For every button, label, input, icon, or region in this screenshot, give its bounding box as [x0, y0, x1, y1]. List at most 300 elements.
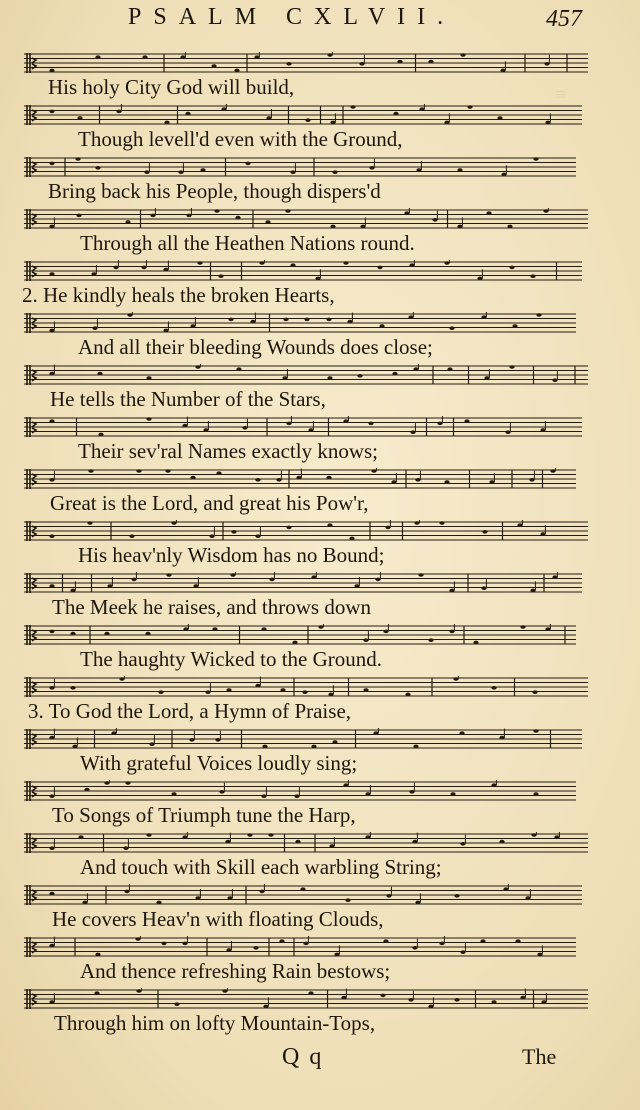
music-system	[0, 932, 640, 984]
note-head	[161, 942, 166, 946]
note-head	[449, 589, 454, 593]
staff-lines	[24, 728, 588, 750]
note-head	[413, 367, 418, 371]
note-head	[49, 1000, 54, 1004]
note-head	[447, 367, 452, 371]
note-head	[419, 107, 424, 111]
note-head	[75, 157, 80, 161]
note-head	[460, 842, 465, 846]
note-head	[49, 162, 54, 166]
note-head	[439, 521, 444, 525]
lyric-line: To Songs of Triumph tune the Harp,	[52, 803, 356, 827]
music-staff	[24, 156, 588, 178]
note-head	[283, 318, 288, 322]
note-head	[343, 783, 348, 787]
note-head	[236, 367, 241, 371]
note-head	[359, 62, 364, 66]
note-head	[410, 430, 415, 434]
note-head	[397, 60, 402, 64]
note-head	[290, 263, 295, 267]
music-staff	[24, 988, 588, 1010]
note-head	[193, 584, 198, 588]
note-head	[408, 315, 413, 319]
staff-lines	[24, 624, 588, 646]
note-head	[357, 374, 362, 378]
note-head	[95, 55, 100, 59]
note-head	[484, 376, 489, 380]
note-head	[226, 948, 231, 952]
catchword: The	[522, 1044, 557, 1069]
note-head	[415, 478, 420, 482]
note-head	[250, 320, 255, 324]
note-head	[286, 526, 291, 530]
music-system	[0, 724, 640, 776]
note-head	[540, 532, 545, 536]
page-footer	[0, 1040, 640, 1080]
note-head	[190, 324, 195, 328]
staff-lines	[24, 832, 588, 854]
note-head	[363, 688, 368, 692]
note-head	[111, 731, 116, 735]
staff-lines	[24, 156, 588, 178]
note-head	[515, 939, 520, 943]
note-head	[49, 736, 54, 740]
note-head	[444, 121, 449, 125]
note-head	[545, 627, 550, 631]
note-head	[123, 846, 128, 850]
note-head	[308, 428, 313, 432]
note-head	[473, 641, 478, 645]
note-head	[49, 110, 54, 114]
note-head	[330, 121, 335, 125]
note-head	[254, 55, 259, 59]
note-head	[286, 422, 291, 426]
note-head	[315, 277, 320, 281]
note-head	[49, 329, 54, 333]
note-head	[418, 573, 423, 577]
note-head	[520, 996, 525, 1000]
note-head	[459, 731, 464, 735]
note-head	[383, 939, 388, 943]
note-head	[379, 324, 384, 328]
note-head	[189, 738, 194, 742]
note-head	[544, 62, 549, 66]
note-head	[203, 428, 208, 432]
music-system	[0, 152, 640, 204]
note-head	[505, 430, 510, 434]
lyric-line: The Meek he raises, and throws down	[52, 595, 371, 619]
music-staff	[24, 416, 588, 438]
note-head	[330, 225, 335, 229]
note-head	[444, 480, 449, 484]
note-head	[200, 168, 205, 172]
note-head	[49, 225, 54, 229]
note-head	[142, 55, 147, 59]
note-head	[209, 534, 214, 538]
note-head	[72, 745, 77, 749]
note-head	[371, 469, 376, 473]
music-staff	[24, 884, 588, 906]
note-head	[158, 690, 163, 694]
lyric-line: And all their bleeding Wounds does close;	[78, 335, 433, 359]
music-staff	[24, 936, 588, 958]
note-head	[532, 690, 537, 694]
note-head	[412, 840, 417, 844]
running-title: PSALM CXLVII.	[128, 4, 456, 30]
note-head	[156, 901, 161, 905]
note-head	[185, 112, 190, 116]
note-head	[295, 840, 300, 844]
note-head	[350, 105, 355, 109]
note-head	[533, 729, 538, 733]
note-head	[428, 60, 433, 64]
note-head	[262, 745, 267, 749]
note-head	[145, 632, 150, 636]
note-head	[491, 1000, 496, 1004]
note-head	[303, 942, 308, 946]
note-head	[261, 627, 266, 631]
note-head	[334, 953, 339, 957]
music-system	[0, 984, 640, 1036]
note-head	[304, 318, 309, 322]
note-head	[197, 261, 202, 265]
note-head	[454, 894, 459, 898]
lyric-line: His holy City God will build,	[48, 75, 295, 99]
note-head	[460, 950, 465, 954]
note-head	[363, 638, 368, 642]
note-head	[107, 584, 112, 588]
music-score	[0, 48, 640, 1036]
staff-lines	[24, 416, 588, 438]
note-head	[171, 521, 176, 525]
note-head	[449, 326, 454, 330]
note-head	[552, 575, 557, 579]
note-head	[165, 469, 170, 473]
note-head	[412, 946, 417, 950]
lyric-line: 2. He kindly heals the broken Hearts,	[22, 283, 335, 307]
staff-lines	[24, 780, 588, 802]
staff-lines	[24, 676, 588, 698]
note-head	[84, 788, 89, 792]
note-head	[432, 218, 437, 222]
note-head	[49, 372, 54, 376]
music-staff	[24, 52, 588, 74]
note-head	[98, 433, 103, 437]
note-head	[377, 266, 382, 270]
note-head	[228, 318, 233, 322]
lyric-line: He covers Heav'n with floating Clouds,	[52, 907, 384, 931]
note-head	[182, 835, 187, 839]
note-head	[503, 887, 508, 891]
note-head	[365, 792, 370, 796]
note-head	[230, 573, 235, 577]
music-system	[0, 308, 640, 360]
note-head	[530, 589, 535, 593]
note-head	[311, 575, 316, 579]
note-head	[302, 690, 307, 694]
note-head	[360, 225, 365, 229]
note-head	[343, 419, 348, 423]
note-head	[49, 794, 54, 798]
note-head	[245, 162, 250, 166]
note-head	[326, 476, 331, 480]
note-head	[279, 939, 284, 943]
staff-lines	[24, 364, 588, 386]
note-head	[95, 166, 100, 170]
note-head	[49, 534, 54, 538]
note-head	[343, 261, 348, 265]
note-head	[180, 55, 185, 59]
note-head	[49, 686, 54, 690]
note-head	[531, 833, 536, 837]
note-head	[328, 693, 333, 697]
note-head	[163, 268, 168, 272]
note-head	[292, 641, 297, 645]
note-head	[416, 168, 421, 172]
note-head	[464, 419, 469, 423]
note-head	[141, 266, 146, 270]
note-head	[231, 530, 236, 534]
note-head	[125, 220, 130, 224]
note-head	[255, 684, 260, 688]
note-head	[491, 783, 496, 787]
staff-lines	[24, 884, 588, 906]
note-head	[235, 216, 240, 220]
note-head	[149, 742, 154, 746]
staff-lines	[24, 312, 588, 334]
note-head	[146, 417, 151, 421]
note-head	[550, 469, 555, 473]
note-head	[533, 792, 538, 796]
note-head	[305, 118, 310, 122]
note-head	[225, 840, 230, 844]
note-head	[345, 898, 350, 902]
music-system	[0, 828, 640, 880]
note-head	[520, 625, 525, 629]
note-head	[477, 277, 482, 281]
note-head	[391, 480, 396, 484]
note-head	[439, 942, 444, 946]
note-head	[512, 324, 517, 328]
note-head	[280, 688, 285, 692]
note-head	[341, 996, 346, 1000]
note-head	[409, 263, 414, 267]
note-head	[131, 578, 136, 582]
note-head	[294, 794, 299, 798]
note-head	[481, 315, 486, 319]
note-head	[183, 627, 188, 631]
note-head	[259, 261, 264, 265]
note-head	[517, 523, 522, 527]
note-head	[129, 534, 134, 538]
note-head	[408, 998, 413, 1002]
note-head	[285, 209, 290, 213]
note-head	[70, 589, 75, 593]
music-system	[0, 464, 640, 516]
note-head	[259, 890, 264, 894]
lyric-line: Through him on lofty Mountain-Tops,	[54, 1011, 376, 1035]
music-system	[0, 360, 640, 412]
note-head	[428, 638, 433, 642]
note-head	[326, 318, 331, 322]
note-head	[87, 521, 92, 525]
note-head	[368, 422, 373, 426]
note-head	[545, 121, 550, 125]
staff-lines	[24, 936, 588, 958]
note-head	[365, 835, 370, 839]
note-head	[509, 365, 514, 369]
note-head	[70, 632, 75, 636]
note-head	[286, 62, 291, 66]
staff-lines	[24, 520, 588, 542]
note-head	[247, 833, 252, 837]
note-head	[269, 578, 274, 582]
note-head	[178, 170, 183, 174]
music-system	[0, 204, 640, 256]
lyric-line: And touch with Skill each warbling String;	[80, 855, 442, 879]
note-head	[489, 480, 494, 484]
page-number: 457	[546, 6, 582, 32]
music-staff	[24, 468, 588, 490]
lyric-line: Bring back his People, though dispers'd	[48, 179, 381, 203]
note-head	[499, 840, 504, 844]
music-system	[0, 412, 640, 464]
note-head	[261, 794, 266, 798]
page-header	[0, 2, 640, 40]
music-staff	[24, 572, 588, 594]
note-head	[540, 428, 545, 432]
note-head	[124, 890, 129, 894]
note-head	[92, 326, 97, 330]
note-head	[509, 266, 514, 270]
note-head	[501, 173, 506, 177]
note-head	[135, 937, 140, 941]
note-head	[216, 471, 221, 475]
note-head	[190, 476, 195, 480]
staff-lines	[24, 260, 588, 282]
staff-lines	[24, 104, 588, 126]
note-head	[380, 994, 385, 998]
note-head	[300, 887, 305, 891]
note-head	[146, 376, 151, 380]
note-head	[500, 69, 505, 73]
music-staff	[24, 624, 588, 646]
note-head	[49, 584, 54, 588]
note-head	[349, 537, 354, 541]
note-head	[383, 630, 388, 634]
music-staff	[24, 364, 588, 386]
note-head	[415, 901, 420, 905]
note-head	[276, 478, 281, 482]
note-head	[290, 170, 295, 174]
note-head	[481, 586, 486, 590]
music-system	[0, 48, 640, 100]
note-head	[227, 896, 232, 900]
note-head	[49, 419, 54, 423]
note-head	[537, 953, 542, 957]
note-head	[437, 422, 442, 426]
note-head	[375, 578, 380, 582]
note-head	[449, 630, 454, 634]
note-head	[428, 1005, 433, 1009]
note-head	[507, 225, 512, 229]
note-head	[318, 625, 323, 629]
note-head	[332, 170, 337, 174]
note-head	[95, 953, 100, 957]
note-head	[385, 526, 390, 530]
music-system	[0, 776, 640, 828]
note-head	[552, 378, 557, 382]
note-head	[186, 214, 191, 218]
note-head	[444, 261, 449, 265]
note-head	[163, 329, 168, 333]
note-head	[127, 313, 132, 317]
note-head	[536, 313, 541, 317]
note-head	[347, 320, 352, 324]
note-head	[486, 211, 491, 215]
lyric-line: Though levell'd even with the Ground,	[78, 127, 403, 151]
lyric-line: The haughty Wicked to the Ground.	[80, 647, 383, 671]
staff-lines	[24, 468, 588, 490]
lyric-line: And thence refreshing Rain bestows;	[80, 959, 391, 983]
note-head	[113, 266, 118, 270]
note-head	[104, 781, 109, 785]
lyric-line: Their sev'ral Names exactly knows;	[78, 439, 379, 463]
lyric-line: His heav'nly Wisdom has no Bound;	[78, 543, 385, 567]
note-head	[171, 792, 176, 796]
note-head	[97, 372, 102, 376]
note-head	[218, 274, 223, 278]
note-head	[450, 792, 455, 796]
music-staff	[24, 676, 588, 698]
music-staff	[24, 312, 588, 334]
note-head	[467, 105, 472, 109]
lyric-line: 3. To God the Lord, a Hymn of Praise,	[28, 699, 352, 723]
note-head	[329, 844, 334, 848]
note-head	[222, 989, 227, 993]
note-head	[482, 530, 487, 534]
note-head	[91, 272, 96, 276]
note-head	[49, 630, 54, 634]
note-head	[266, 116, 271, 120]
note-head	[214, 209, 219, 213]
music-staff	[24, 728, 588, 750]
note-head	[82, 901, 87, 905]
note-head	[136, 989, 141, 993]
note-head	[404, 211, 409, 215]
note-head	[76, 214, 81, 218]
note-head	[182, 942, 187, 946]
note-head	[77, 116, 82, 120]
note-head	[49, 272, 54, 276]
note-head	[392, 372, 397, 376]
note-head	[533, 157, 538, 161]
note-head	[212, 627, 217, 631]
note-head	[308, 991, 313, 995]
music-staff	[24, 208, 588, 230]
note-head	[49, 69, 54, 73]
lyric-line: He tells the Number of the Stars,	[50, 387, 326, 411]
note-head	[146, 833, 151, 837]
note-head	[255, 478, 260, 482]
note-head	[166, 573, 171, 577]
music-system	[0, 672, 640, 724]
note-head	[182, 424, 187, 428]
staff-lines	[24, 52, 588, 74]
note-head	[530, 274, 535, 278]
music-system	[0, 516, 640, 568]
note-head	[164, 121, 169, 125]
